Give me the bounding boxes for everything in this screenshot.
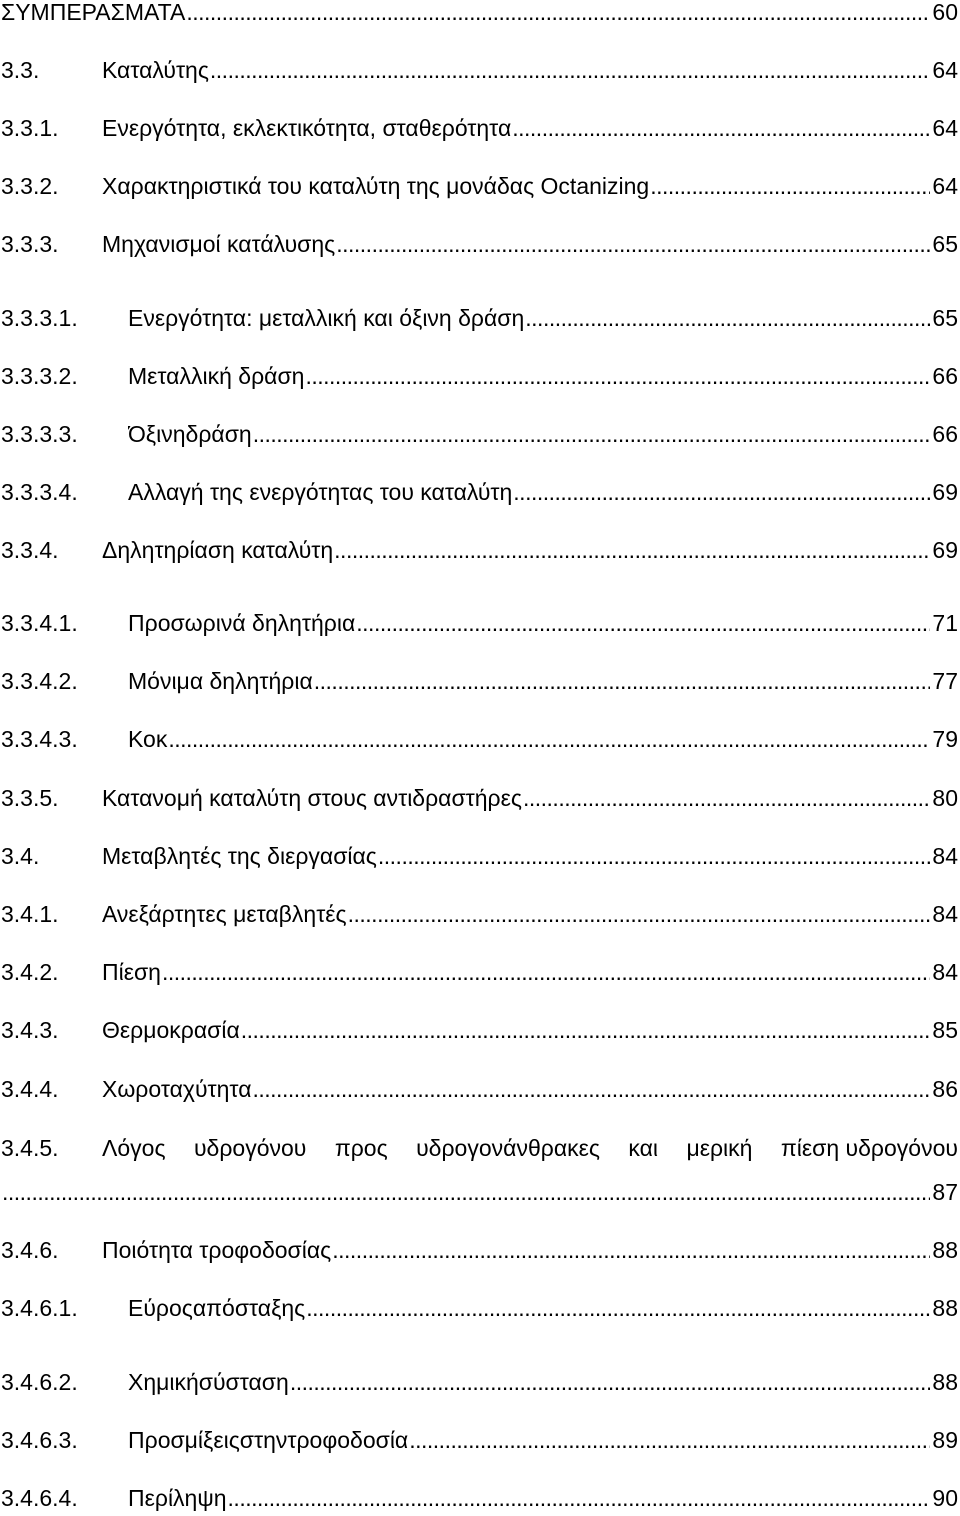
toc-entry-number: 3.4. [1, 843, 40, 869]
toc-entry[interactable] [0, 359, 958, 393]
toc-entry[interactable] [0, 417, 958, 451]
toc-entry-title: Χαρακτηριστικά του καταλύτη της μονάδας Octanizing [102, 173, 650, 199]
toc-leader-dots [524, 301, 930, 335]
toc-entry[interactable] [0, 781, 958, 815]
toc-entry-number: 3.4.2. [1, 959, 59, 985]
toc-entry-title: Προσμίξειςστηντροφοδοσία [128, 1427, 409, 1453]
toc-entry-page: 64 [932, 57, 958, 83]
toc-entry[interactable] [0, 1233, 958, 1267]
toc-leader-dots [185, 0, 930, 29]
toc-title-word: προς [334, 1135, 388, 1161]
toc-entry-continuation[interactable] [0, 1175, 958, 1209]
toc-title-word: Λόγος [102, 1135, 166, 1161]
toc-entry-page: 66 [932, 363, 958, 389]
toc-entry-page: 87 [932, 1179, 958, 1205]
toc-entry-number: 3.3.5. [1, 785, 59, 811]
toc-entry-page: 88 [932, 1369, 958, 1395]
toc-entry-title: Εύροςαπόσταξης [128, 1295, 306, 1321]
toc-entry-number: 3.4.6.4. [1, 1485, 78, 1511]
toc-entry[interactable] [0, 301, 958, 335]
toc-leader-dots [167, 722, 930, 756]
toc-entry-page: 79 [932, 726, 958, 752]
toc-title-word: και [628, 1135, 659, 1161]
toc-entry-number: 3.3.3.3. [1, 421, 78, 447]
toc-entry-page: 84 [932, 843, 958, 869]
toc-leader-dots [304, 359, 930, 393]
toc-entry[interactable] [0, 475, 958, 509]
toc-entry-title: Ενεργότητα: μεταλλική και όξινη δράση [128, 305, 525, 331]
toc-entry[interactable] [0, 606, 958, 640]
toc-entry[interactable] [0, 839, 958, 873]
toc-leader-dots [522, 781, 930, 815]
toc-entry[interactable] [0, 664, 958, 698]
toc-leader-dots [355, 606, 930, 640]
toc-entry-title: Μεταβλητές της διεργασίας [102, 843, 377, 869]
toc-leader-dots [377, 839, 931, 873]
toc-leader-dots [331, 1233, 930, 1267]
toc-leader-dots [240, 1013, 931, 1047]
toc-leader-dots [1, 1175, 930, 1209]
toc-entry-title: Χωροταχύτητα [102, 1076, 252, 1102]
toc-entry-number: 3.3.2. [1, 173, 59, 199]
toc-entry-page: 86 [932, 1076, 958, 1102]
toc-entry-number: 3.4.6.3. [1, 1427, 78, 1453]
toc-entry-wrapped[interactable] [0, 1131, 958, 1165]
toc-entry-page: 89 [932, 1427, 958, 1453]
toc-entry-number: 3.4.3. [1, 1017, 59, 1043]
toc-entry[interactable] [0, 722, 958, 756]
toc-entry[interactable] [0, 227, 958, 261]
toc-entry[interactable] [0, 533, 958, 567]
toc-entry-number: 3.4.5. [1, 1135, 59, 1161]
toc-entry-page: 65 [932, 231, 958, 257]
toc-leader-dots [335, 227, 930, 261]
toc-leader-dots [512, 475, 930, 509]
toc-leader-dots [289, 1365, 931, 1399]
toc-entry[interactable] [0, 1291, 958, 1325]
toc-entry-title: Μηχανισμοί κατάλυσης [102, 231, 336, 257]
toc-entry-title [102, 1131, 958, 1165]
toc-entry[interactable] [0, 1013, 958, 1047]
toc-entry-page: 60 [932, 0, 958, 25]
toc-entry[interactable] [0, 1365, 958, 1399]
toc-leader-dots [649, 169, 930, 203]
toc-entry-title: Μόνιμα δηλητήρια [128, 668, 313, 694]
toc-leader-dots [209, 53, 931, 87]
toc-entry-title: Πίεση [102, 959, 161, 985]
toc-entry[interactable] [0, 53, 958, 87]
toc-entry-page: 77 [932, 668, 958, 694]
toc-entry-title: Αλλαγή της ενεργότητας του καταλύτη [128, 479, 513, 505]
toc-entry-page: 69 [932, 479, 958, 505]
toc-title-word: υδρογονάνθρακες [416, 1135, 600, 1161]
toc-entry-title: Μεταλλική δράση [128, 363, 305, 389]
toc-entry-number: 3.3.1. [1, 115, 59, 141]
toc-entry-number: 3.3.4.1. [1, 610, 78, 636]
toc-entry[interactable] [0, 169, 958, 203]
toc-entry-page: 85 [932, 1017, 958, 1043]
toc-entry-page: 64 [932, 115, 958, 141]
toc-entry[interactable] [0, 1481, 958, 1515]
toc-entry-title: Όξινηδράση [128, 421, 252, 447]
toc-entry[interactable] [0, 897, 958, 931]
toc-entry-title: Καταλύτης [102, 57, 209, 83]
toc-entry-page: 88 [932, 1295, 958, 1321]
toc-entry-number: 3.4.6. [1, 1237, 59, 1263]
toc-entry-page: 64 [932, 173, 958, 199]
toc-entry-number: 3.4.1. [1, 901, 59, 927]
toc-entry[interactable] [0, 1072, 958, 1106]
toc-title-word: υδρογόνου [193, 1135, 307, 1161]
toc-entry-number: 3.3.3.2. [1, 363, 78, 389]
toc-entry-number: 3.3. [1, 57, 40, 83]
toc-entry-title: Ποιότητα τροφοδοσίας [102, 1237, 332, 1263]
toc-entry-number: 3.3.4.2. [1, 668, 78, 694]
toc-entry-number: 3.3.4.3. [1, 726, 78, 752]
toc-entry-title: Κοκ [128, 726, 168, 752]
toc-title-word: μερική [686, 1135, 753, 1161]
toc-leader-dots [408, 1423, 930, 1457]
toc-entry-number: 3.4.6.1. [1, 1295, 78, 1321]
toc-entry-page: 65 [932, 305, 958, 331]
toc-entry-number: 3.4.4. [1, 1076, 59, 1102]
toc-entry-title: Θερμοκρασία [102, 1017, 240, 1043]
toc-leader-dots [313, 664, 931, 698]
toc-entry-title: Κατανομή καταλύτη στους αντιδραστήρες [102, 785, 522, 811]
toc-entry-page: 69 [932, 537, 958, 563]
toc-leader-dots [333, 533, 930, 567]
toc-entry-number: 3.3.3.1. [1, 305, 78, 331]
toc-entry-title: Ανεξάρτητες μεταβλητές [102, 901, 347, 927]
toc-entry-title: Προσωρινά δηλητήρια [128, 610, 356, 636]
toc-entry[interactable] [0, 111, 958, 145]
toc-entry-page: 84 [932, 901, 958, 927]
toc-entry[interactable] [0, 955, 958, 989]
toc-entry-title: Χημικήσύσταση [128, 1369, 289, 1395]
toc-entry-title: ΣΥΜΠΕΡΑΣΜΑΤΑ [1, 0, 186, 25]
toc-entry-conclusions[interactable] [0, 0, 958, 29]
toc-entry-title: Δηλητηρίαση καταλύτη [102, 537, 334, 563]
toc-leader-dots [511, 111, 930, 145]
toc-entry-page: 88 [932, 1237, 958, 1263]
toc-leader-dots [227, 1481, 931, 1515]
toc-entry[interactable] [0, 1423, 958, 1457]
toc-entry-page: 71 [932, 610, 958, 636]
toc-leader-dots [347, 897, 931, 931]
toc-entry-title: Περίληψη [128, 1485, 227, 1511]
toc-entry-page: 80 [932, 785, 958, 811]
toc-leader-dots [252, 1072, 931, 1106]
toc-entry-page: 66 [932, 421, 958, 447]
toc-entry-number: 3.3.3. [1, 231, 59, 257]
toc-title-word: πίεση υδρογόνου [780, 1135, 958, 1161]
toc-entry-number: 3.3.3.4. [1, 479, 78, 505]
toc-entry-title: Ενεργότητα, εκλεκτικότητα, σταθερότητα [102, 115, 512, 141]
toc-leader-dots [161, 955, 930, 989]
toc-entry-page: 84 [932, 959, 958, 985]
toc-entry-number: 3.4.6.2. [1, 1369, 78, 1395]
toc-leader-dots [252, 417, 931, 451]
toc-entry-number: 3.3.4. [1, 537, 59, 563]
toc-entry-page: 90 [932, 1485, 958, 1511]
toc-leader-dots [305, 1291, 930, 1325]
